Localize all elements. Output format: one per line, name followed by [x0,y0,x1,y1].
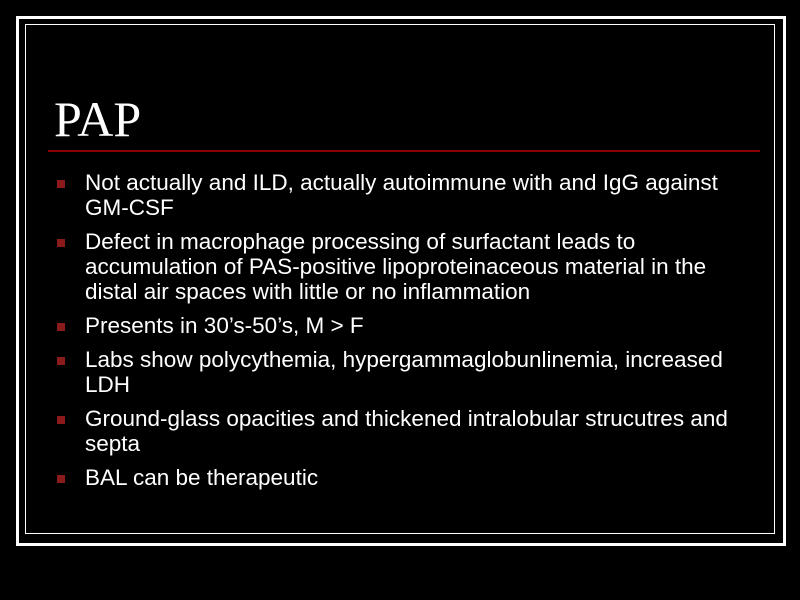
square-bullet-icon [57,239,65,247]
bullet-text: Labs show polycythemia, hypergammaglobunlinemia, increased LDH [85,347,723,397]
title-underline [48,150,760,152]
bullet-text: Not actually and ILD, actually autoimmune with and IgG against GM-CSF [85,170,718,220]
square-bullet-icon [57,416,65,424]
bullet-item [54,229,760,304]
square-bullet-icon [57,475,65,483]
bullet-item [54,465,760,490]
square-bullet-icon [57,180,65,188]
bullet-text: Defect in macrophage processing of surfactant leads to accumulation of PAS-positive lipoproteinaceous material in the distal air spaces with little or no inflammation [85,229,707,304]
bullet-text: BAL can be therapeutic [85,465,319,490]
slide-title: PAP [54,91,142,147]
bullet-item [54,347,760,397]
bullet-list [54,170,760,499]
bullet-text: Ground-glass opacities and thickened intralobular strucutres and septa [85,406,728,456]
bullet-item [54,313,760,338]
bullet-item [54,170,760,220]
square-bullet-icon [57,323,65,331]
bullet-text: Presents in 30’s-50’s, M > F [85,313,364,338]
bullet-item [54,406,760,456]
square-bullet-icon [57,357,65,365]
